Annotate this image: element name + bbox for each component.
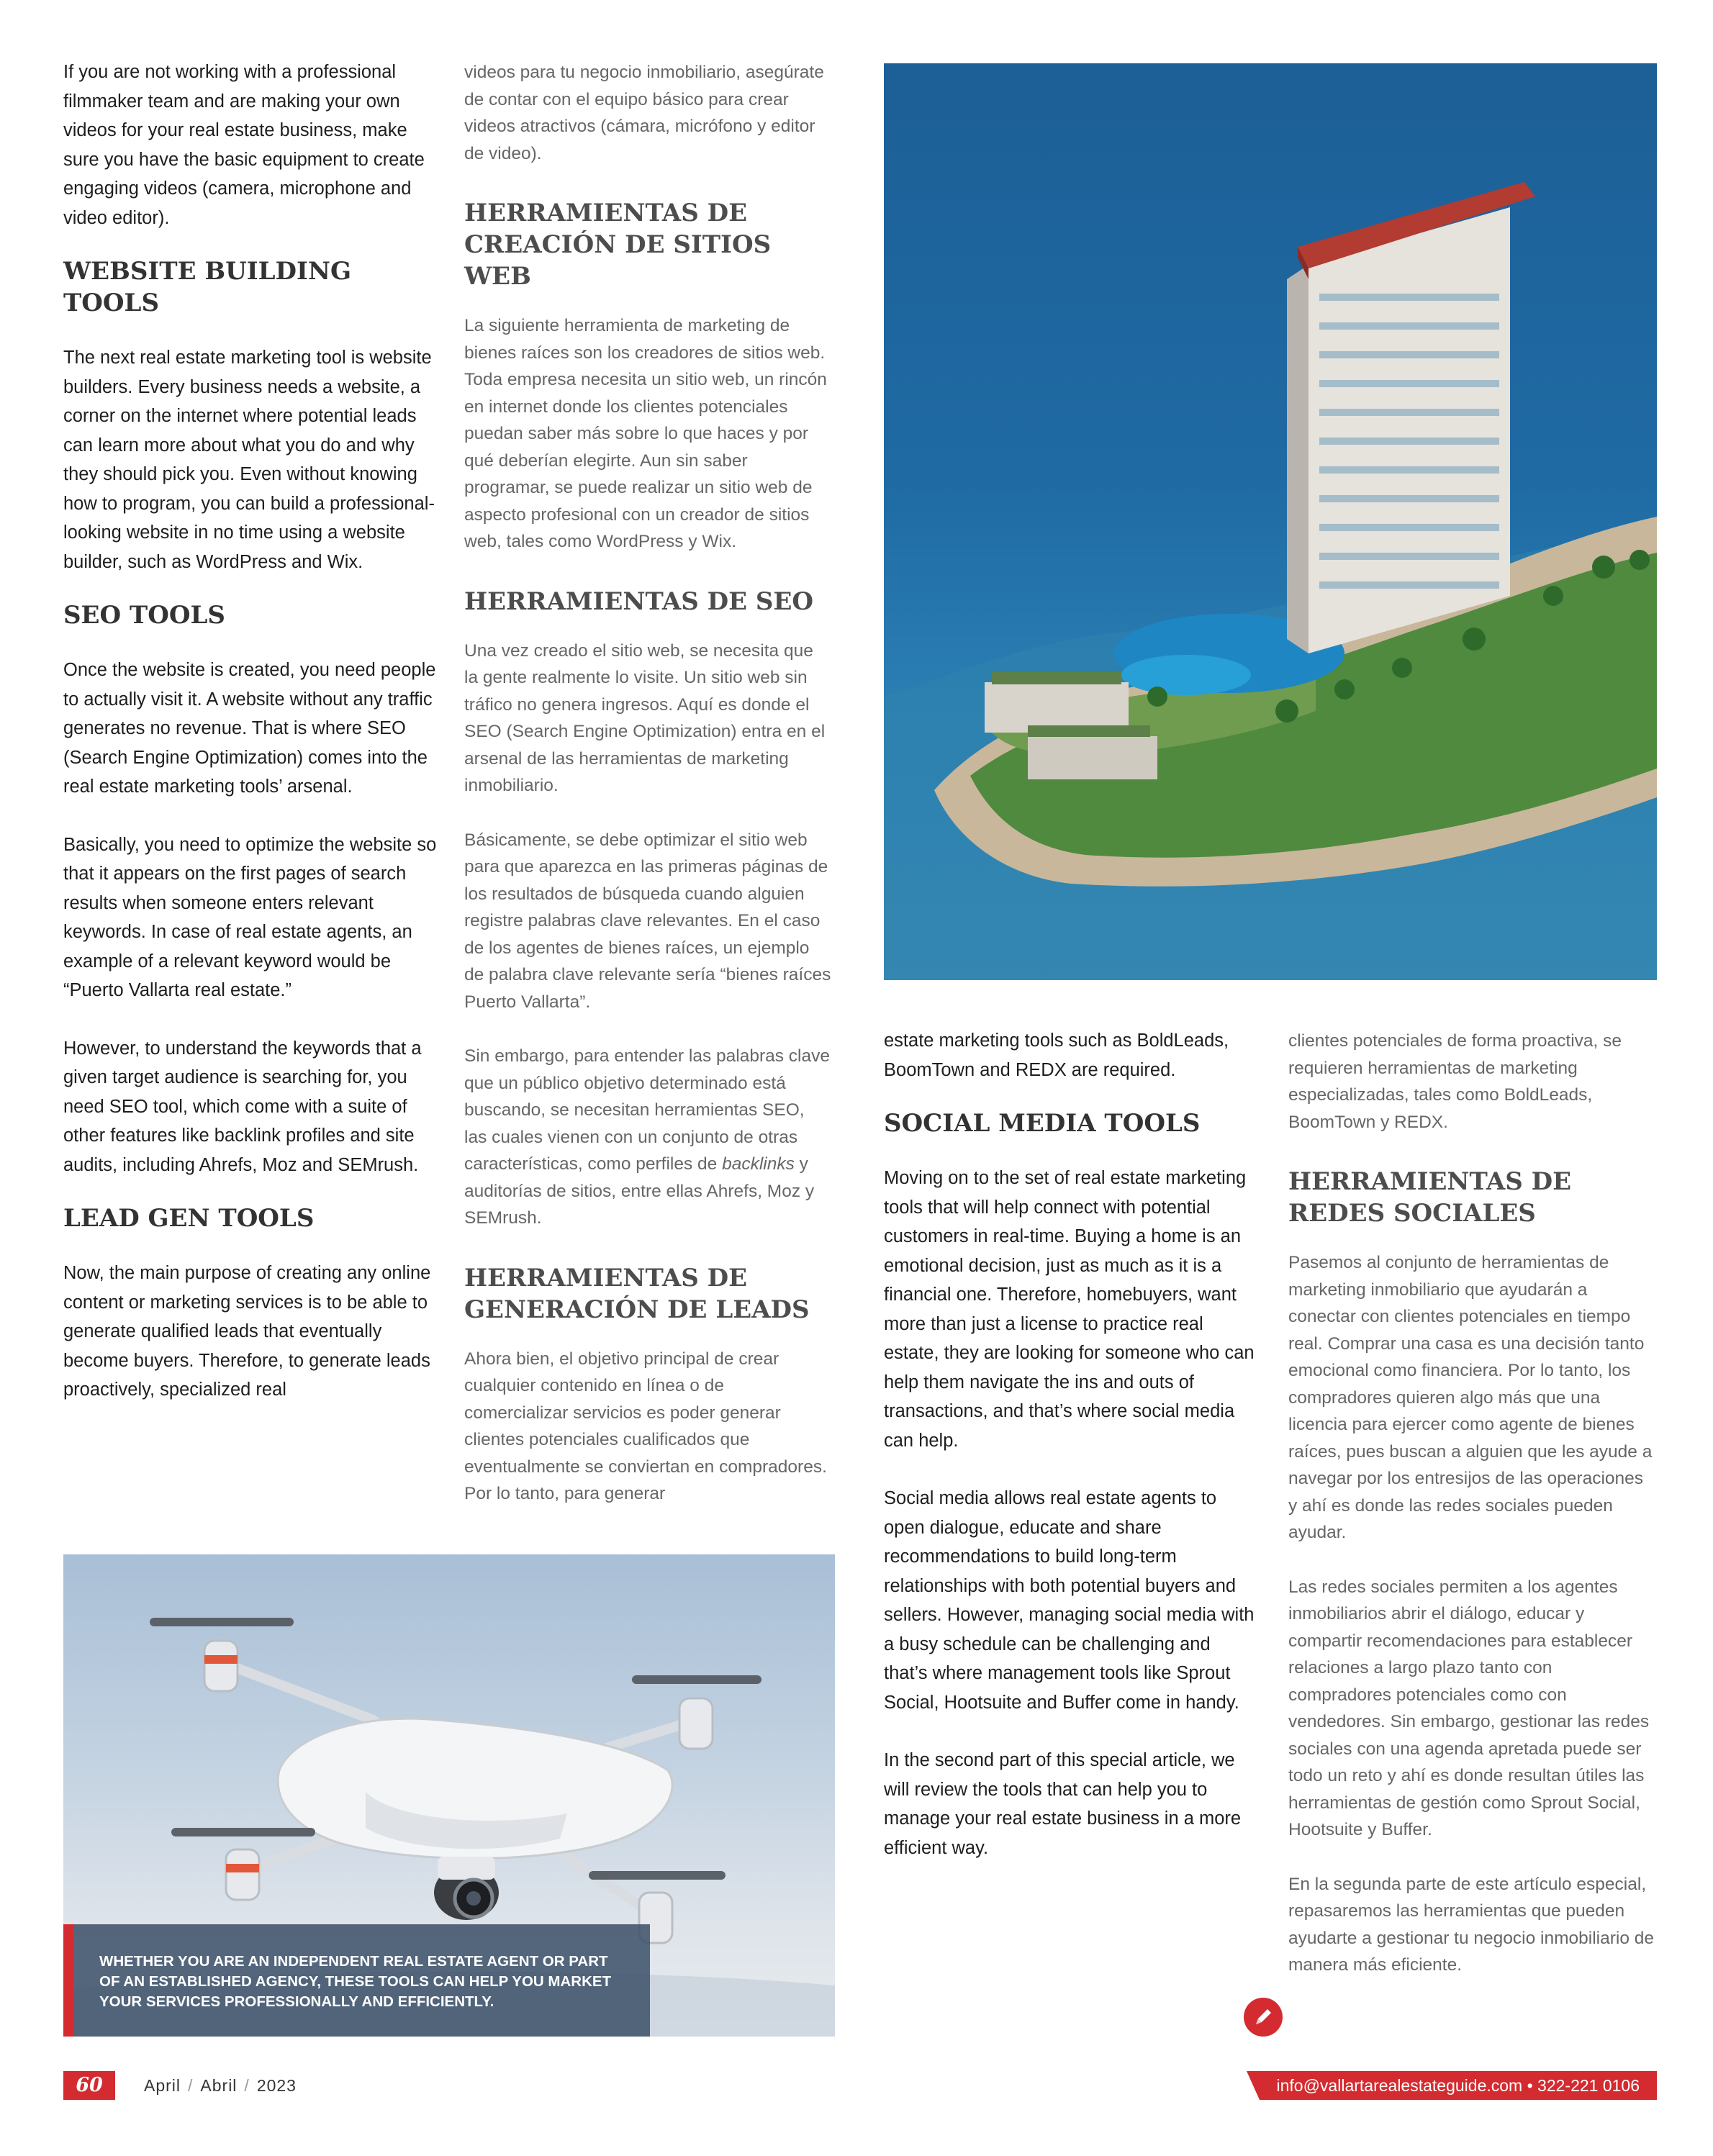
- heading-social-media-tools-es: HERRAMIENTAS DE REDES SOCIALES: [1288, 1167, 1572, 1228]
- heading-lead-gen-es: HERRAMIENTAS DE GENERACIÓN DE LEADS: [464, 1263, 810, 1324]
- pen-icon: [1244, 1998, 1283, 2037]
- paragraph-social-1-es: Pasemos al conjunto de herramientas de marketing inmobiliario que ayudarán a conectar con clientes potenciales en tiempo real. Comprar una casa es una decisión tanto emocional como financiera. Por lo tanto, los compradores quieren algo más que una licencia para ejercer como agente de bienes raíces, pues buscan a alguien que les ayude a navegar por los entresijos de las operaciones y ahí es donde las redes sociales pueden ayudar.: [1288, 1253, 1653, 1542]
- paragraph-lead-gen-es: Ahora bien, el objetivo principal de crear cualquier contenido en línea o de comercializar servicios es poder generar clientes potenciales cualificados que eventualmente se conviertan en compradores. Por lo tanto, para generar: [464, 1349, 827, 1503]
- paragraph-social-1: Moving on to the set of real estate marketing tools that will help connect with potential customers in real-time. Buying a home is an emotional decision, just as much as it is a financial one. Therefore, homebuyers, want more than just a license to practice real estate, they are looking for someone who can help them navigate the ins and outs of transactions, and that’s where social media can help.: [884, 1168, 1255, 1451]
- paragraph-social-3-es: En la segunda parte de este artículo especial, repasaremos las herramientas que pueden ayudarte a gestionar tu negocio inmobiliario de manera más eficiente.: [1288, 1874, 1655, 1975]
- paragraph-website-builders-es: La siguiente herramienta de marketing de bienes raíces son los creadores de sitios web. Toda empresa necesita un sitio web, un rincón en internet donde los clientes potenciales puedan saber más sobre lo que haces y por qué deberían elegirte. Aun sin saber programar, se puede realizar un sitio web de aspecto profesional con un creador de sitios web, tales como WordPress y Wix.: [464, 316, 827, 551]
- paragraph-social-2: Social media allows real estate agents to open dialogue, educate and share recommendations to build long-term relationships with both potential buyers and sellers. However, managing social media with a busy schedule can be challenging and that’s where management tools like Sprout Social, Hootsuite and Buffer come in handy.: [884, 1488, 1255, 1713]
- paragraph-seo-1-es: Una vez creado el sitio web, se necesita que la gente realmente lo visite. Un sitio web sin tráfico no genera ingresos. Aquí es donde el SEO (Search Engine Optimization) entra en el arsenal de las herramientas de marketing inmobiliario.: [464, 640, 826, 795]
- date-separator: /: [188, 2076, 194, 2095]
- heading-social-media-tools: SOCIAL MEDIA TOOLS: [884, 1109, 1201, 1138]
- heading-website-tools-es: HERRAMIENTAS DE CREACIÓN DE SITIOS WEB: [464, 199, 772, 291]
- article-column-spanish-2: [1288, 1028, 1657, 1979]
- issue-date: [144, 2073, 297, 2098]
- tower-illustration: [884, 63, 1657, 980]
- heading-website-building-tools: WEBSITE BUILDING TOOLS: [63, 257, 352, 317]
- issue-year: 2023: [256, 2076, 297, 2095]
- backlinks-emphasis: backlinks: [722, 1154, 795, 1174]
- pen-icon-glyph: [1244, 1998, 1283, 2037]
- paragraph-seo-3-es-part-b: y auditorías de sitios, entre ellas Ahrefs, Moz y SEMrush.: [464, 1154, 815, 1228]
- date-separator: /: [244, 2076, 250, 2095]
- heading-lead-gen-tools: LEAD GEN TOOLS: [63, 1204, 315, 1233]
- paragraph-social-3: In the second part of this special article, we will review the tools that can help you to manage your real estate business in a more efficient way.: [884, 1750, 1242, 1858]
- photo-caption: [63, 1924, 650, 2037]
- paragraph-social-2-es: Las redes sociales permiten a los agentes inmobiliarios abrir el diálogo, educar y compartir recomendaciones para establecer relaciones a largo plazo tanto con compradores potenciales como con vendedores. Sin embargo, gestionar las redes sociales con una agenda apretada puede ser todo un reto y ahí es donde resultan útiles las herramientas de gestión como Sprout Social, Hootsuite y Buffer.: [1288, 1577, 1650, 1839]
- paragraph-lead-gen-tools-list: estate marketing tools such as BoldLeads, BoomTown and REDX are required.: [884, 1031, 1229, 1080]
- paragraph-seo-3-es-part-a: Sin embargo, para entender las palabras clave que un público objetivo determinado está buscando, se necesitan herramientas SEO, las cuales vienen con un conjunto de otras características, como perfiles de: [464, 1046, 831, 1174]
- paragraph-seo-3: However, to understand the keywords that a given target audience is searching for, you need SEO tool, which come with a suite of other features like backlink profiles and site audits, including Ahrefs, Moz and SEMrush.: [63, 1038, 422, 1175]
- caption-text: WHETHER YOU ARE AN INDEPENDENT REAL ESTATE AGENT OR PART OF AN ESTABLISHED AGENCY, THESE TOOLS CAN HELP YOU MARKET YOUR SERVICES PROFESSIONALLY AND EFFICIENTLY.: [99, 1953, 612, 2010]
- paragraph-lead-gen: Now, the main purpose of creating any online content or marketing services is to be able to generate qualified leads that eventually become buyers. Therefore, to generate leads proactively, specialized real: [63, 1263, 431, 1400]
- article-column-english-2: [884, 1026, 1258, 1862]
- heading-seo-tools: SEO TOOLS: [63, 601, 225, 630]
- issue-month-en: April: [144, 2076, 181, 2095]
- heading-seo-tools-es: HERRAMIENTAS DE SEO: [464, 586, 813, 616]
- article-column-english-1: [63, 58, 438, 1405]
- contact-info: info@vallartarealestateguide.com • 322-221 0106: [1260, 2071, 1657, 2100]
- paragraph-seo-2-es: Básicamente, se debe optimizar el sitio web para que aparezca en las primeras páginas de los resultados de búsqueda cuando alguien registre palabras clave relevantes. En el caso de los agentes de bienes raíces, un ejemplo de palabra clave relevante sería “bienes raíces Puerto Vallarta”.: [464, 830, 831, 1012]
- paragraph-video-equipment: If you are not working with a professional filmmaker team and are making your own videos for your real estate business, make sure you have the basic equipment to create engaging videos (camera, microphone and video editor).: [63, 62, 425, 228]
- issue-month-es: Abril: [200, 2076, 238, 2095]
- photo-oceanfront-tower: [884, 63, 1657, 980]
- photo-drone: [63, 1554, 835, 2037]
- page-number: 60: [63, 2071, 115, 2100]
- paragraph-seo-3-es: [464, 1043, 831, 1232]
- paragraph-seo-1: Once the website is created, you need people to actually visit it. A website without any traffic generates no revenue. That is where SEO (Search Engine Optimization) comes into the real estate marketing tools’ arsenal.: [63, 660, 436, 797]
- paragraph-seo-2: Basically, you need to optimize the website so that it appears on the first pages of search results when someone enters relevant keywords. In case of real estate agents, an example of a relevant keyword would be “Puerto Vallarta real estate.”: [63, 834, 437, 1000]
- caption-accent-bar: [63, 1924, 73, 2037]
- paragraph-lead-gen-tools-list-es: clientes potenciales de forma proactiva, se requieren herramientas de marketing especializadas, tales como BoldLeads, BoomTown y REDX.: [1288, 1031, 1622, 1132]
- paragraph-website-builders: The next real estate marketing tool is website builders. Every business needs a website, a corner on the internet where potential leads can learn more about what you do and why they should pick you. Even without knowing how to program, you can build a professional-looking website in no time using a website builder, such as WordPress and Wix.: [63, 348, 435, 572]
- article-column-spanish-1: [464, 59, 831, 1508]
- paragraph-video-equipment-es: videos para tu negocio inmobiliario, asegúrate de contar con el equipo básico para crear videos atractivos (cámara, micrófono y editor de video).: [464, 63, 824, 163]
